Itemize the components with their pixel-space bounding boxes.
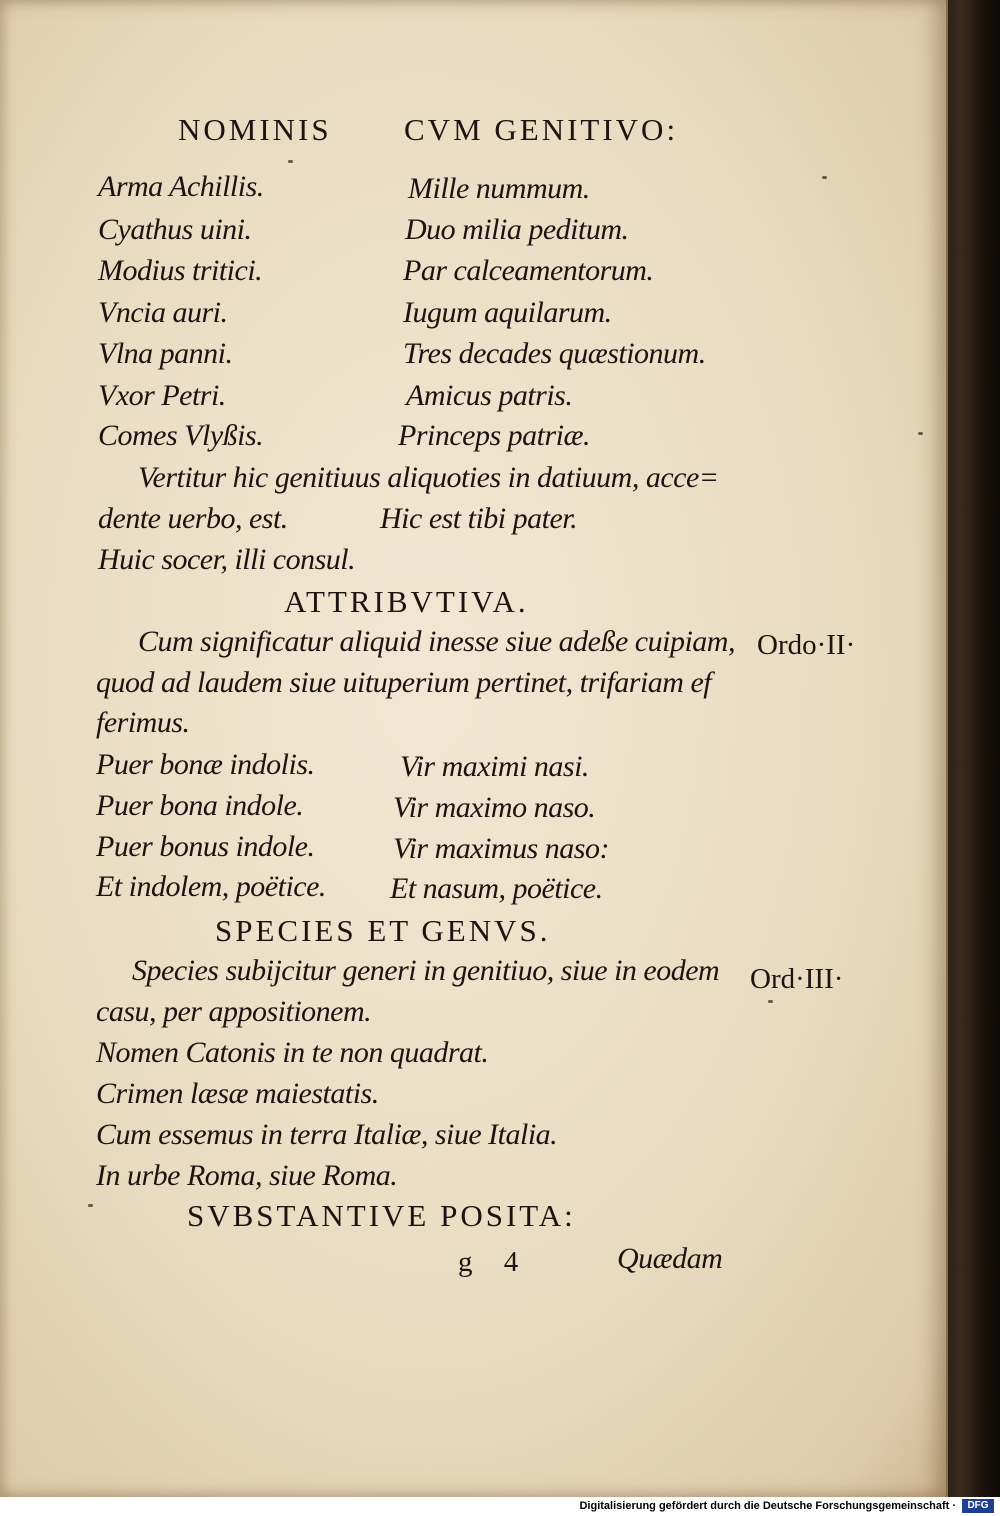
footer-bar [0, 1497, 1000, 1516]
example-left: Vxor Petri. [98, 379, 226, 412]
example-left: Puer bona indole. [96, 789, 304, 822]
example-line: In urbe Roma, siue Roma. [96, 1159, 398, 1192]
paragraph-line: quod ad laudem siue uituperium pertinet, trifariam ef [96, 666, 712, 699]
section-heading: SVBSTANTIVE POSITA: [187, 1198, 576, 1233]
paper-speck [768, 1000, 773, 1003]
paragraph-line: casu, per appositionem. [96, 995, 372, 1028]
paragraph-line: Vertitur hic genitiuus aliquoties in datiuum, acce= [138, 461, 719, 494]
section-heading: SPECIES ET GENVS. [215, 913, 551, 948]
example-left: Vncia auri. [98, 296, 228, 329]
example-right: Tres decades quæstionum. [403, 337, 706, 370]
paragraph-line: Species subijcitur generi in genitiuo, siue in eodem [132, 954, 720, 987]
paper-speck [822, 176, 827, 179]
example-right: Princeps patriæ. [398, 419, 590, 452]
example-right: Vir maximus naso: [393, 832, 609, 865]
paper-speck [918, 432, 923, 435]
catchword: Quædam [617, 1242, 723, 1275]
funding-credit: Digitalisierung gefördert durch die Deutsche Forschungsgemeinschaft · [579, 1500, 956, 1512]
example-left: Et indolem, poëtice. [96, 870, 326, 903]
signature-mark: g 4 [458, 1246, 531, 1278]
paragraph-line: ferimus. [96, 706, 190, 739]
example-right: Par calceamentorum. [403, 254, 654, 287]
paragraph-line: Hic est tibi pater. [380, 502, 578, 535]
paper-speck [288, 160, 293, 163]
example-left: Modius tritici. [98, 254, 263, 287]
example-left: Vlna panni. [98, 337, 233, 370]
book-spine [944, 0, 1000, 1497]
example-left: Puer bonæ indolis. [96, 748, 315, 781]
example-right: Vir maximo naso. [393, 791, 596, 824]
paper-speck [88, 1204, 93, 1207]
running-header-left: NOMINIS [178, 112, 332, 147]
example-right: Iugum aquilarum. [403, 296, 612, 329]
paragraph-line: Huic socer, illi consul. [98, 543, 356, 576]
example-right: Vir maximi nasi. [400, 750, 589, 783]
example-right: Et nasum, poëtice. [390, 872, 603, 905]
margin-note: Ordo·II· [757, 629, 856, 661]
example-right: Mille nummum. [408, 172, 590, 205]
section-heading: ATTRIBVTIVA. [284, 584, 529, 619]
example-line: Nomen Catonis in te non quadrat. [96, 1036, 489, 1069]
running-header-right: CVM GENITIVO: [404, 112, 679, 147]
paragraph-line: Cum significatur aliquid inesse siue adeße cuipiam, [138, 625, 735, 658]
example-left: Cyathus uini. [98, 213, 252, 246]
example-left: Comes Vlyßis. [98, 419, 264, 452]
paragraph-line: dente uerbo, est. [98, 502, 288, 535]
margin-note: Ord·III· [750, 963, 844, 995]
example-right: Amicus patris. [406, 379, 573, 412]
example-right: Duo milia peditum. [405, 213, 629, 246]
dfg-logo: DFG [962, 1499, 994, 1513]
example-line: Crimen læsæ maiestatis. [96, 1077, 379, 1110]
example-left: Arma Achillis. [98, 170, 264, 203]
example-line: Cum essemus in terra Italiæ, siue Italia. [96, 1118, 558, 1151]
example-left: Puer bonus indole. [96, 830, 315, 863]
